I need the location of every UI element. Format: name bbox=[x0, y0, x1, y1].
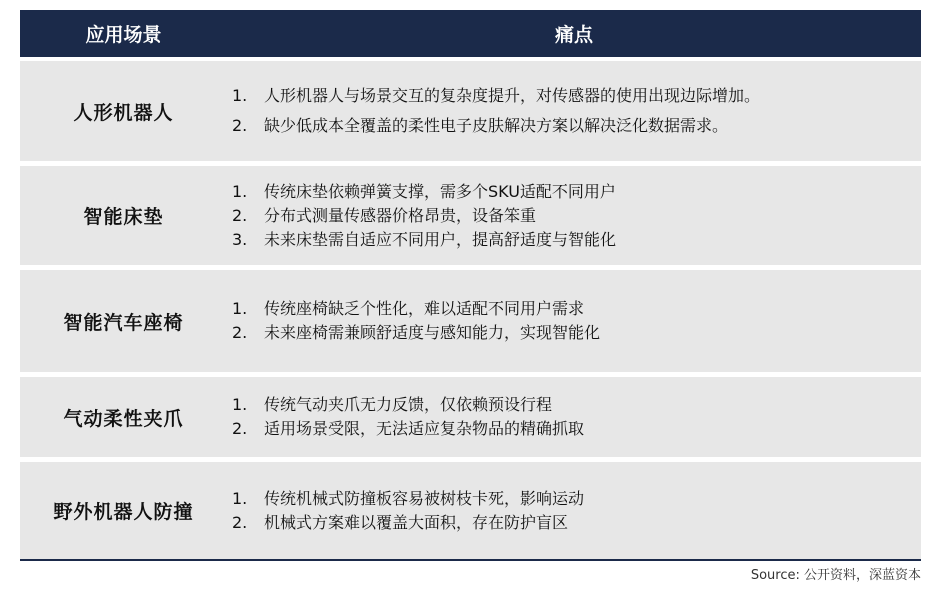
list-item bbox=[232, 204, 921, 228]
pain-points-cell bbox=[227, 393, 921, 441]
list-item bbox=[232, 487, 921, 511]
list-number: 2. bbox=[232, 323, 248, 342]
list-number: 2. bbox=[232, 116, 248, 135]
pain-points-list bbox=[232, 180, 921, 252]
list-text: 传统床垫依赖弹簧支撑，需多个SKU适配不同用户 bbox=[264, 181, 616, 201]
list-number: 1. bbox=[232, 86, 248, 105]
scene-label: 野外机器人防撞 bbox=[53, 501, 194, 523]
list-number: 3. bbox=[232, 229, 248, 249]
pain-points-list bbox=[232, 393, 921, 441]
list-text: 缺少低成本全覆盖的柔性电子皮肤解决方案以解决泛化数据需求。 bbox=[264, 116, 729, 135]
list-item bbox=[232, 81, 921, 111]
table-row bbox=[20, 270, 921, 372]
list-item bbox=[232, 228, 921, 252]
table-row bbox=[20, 377, 921, 457]
list-number: 2. bbox=[232, 205, 248, 225]
list-text: 传统机械式防撞板容易被树枝卡死，影响运动 bbox=[264, 488, 585, 508]
pain-points-table bbox=[20, 10, 921, 561]
list-item bbox=[232, 111, 921, 141]
list-text: 分布式测量传感器价格昂贵，设备笨重 bbox=[264, 205, 537, 225]
table-row bbox=[20, 61, 921, 161]
pain-points-cell bbox=[227, 180, 921, 252]
pain-points-list bbox=[232, 81, 921, 141]
list-item bbox=[232, 180, 921, 204]
list-text: 人形机器人与场景交互的复杂度提升，对传感器的使用出现边际增加。 bbox=[264, 86, 761, 105]
header-pain-points: 痛点 bbox=[554, 24, 593, 46]
list-item bbox=[232, 321, 921, 345]
list-item bbox=[232, 393, 921, 417]
list-text: 未来床垫需自适应不同用户，提高舒适度与智能化 bbox=[264, 229, 617, 249]
scene-label: 智能汽车座椅 bbox=[63, 311, 184, 334]
source-note: Source: 公开资料，深蓝资本 bbox=[750, 568, 921, 583]
scene-label: 气动柔性夹爪 bbox=[63, 407, 184, 430]
list-number: 1. bbox=[232, 181, 248, 201]
list-item bbox=[232, 511, 921, 535]
scene-label: 人形机器人 bbox=[73, 101, 174, 124]
pain-points-cell bbox=[227, 487, 921, 535]
list-item bbox=[232, 417, 921, 441]
pain-points-cell bbox=[227, 81, 921, 141]
list-number: 1. bbox=[232, 395, 248, 414]
list-text: 传统座椅缺乏个性化，难以适配不同用户需求 bbox=[264, 299, 585, 318]
list-item bbox=[232, 297, 921, 321]
table-row bbox=[20, 462, 921, 559]
list-number: 1. bbox=[232, 299, 248, 318]
header-scene: 应用场景 bbox=[85, 24, 162, 46]
list-text: 机械式方案难以覆盖大面积，存在防护盲区 bbox=[264, 512, 569, 532]
list-number: 1. bbox=[232, 488, 248, 508]
list-text: 未来座椅需兼顾舒适度与感知能力，实现智能化 bbox=[264, 323, 601, 342]
pain-points-list bbox=[232, 297, 921, 345]
list-text: 适用场景受限，无法适应复杂物品的精确抓取 bbox=[264, 419, 585, 438]
table-row bbox=[20, 166, 921, 265]
list-text: 传统气动夹爪无力反馈，仅依赖预设行程 bbox=[264, 395, 553, 414]
list-number: 2. bbox=[232, 512, 248, 532]
pain-points-list bbox=[232, 487, 921, 535]
list-number: 2. bbox=[232, 419, 248, 438]
pain-points-cell bbox=[227, 297, 921, 345]
scene-label: 智能床垫 bbox=[83, 206, 164, 228]
table-header bbox=[20, 10, 921, 57]
